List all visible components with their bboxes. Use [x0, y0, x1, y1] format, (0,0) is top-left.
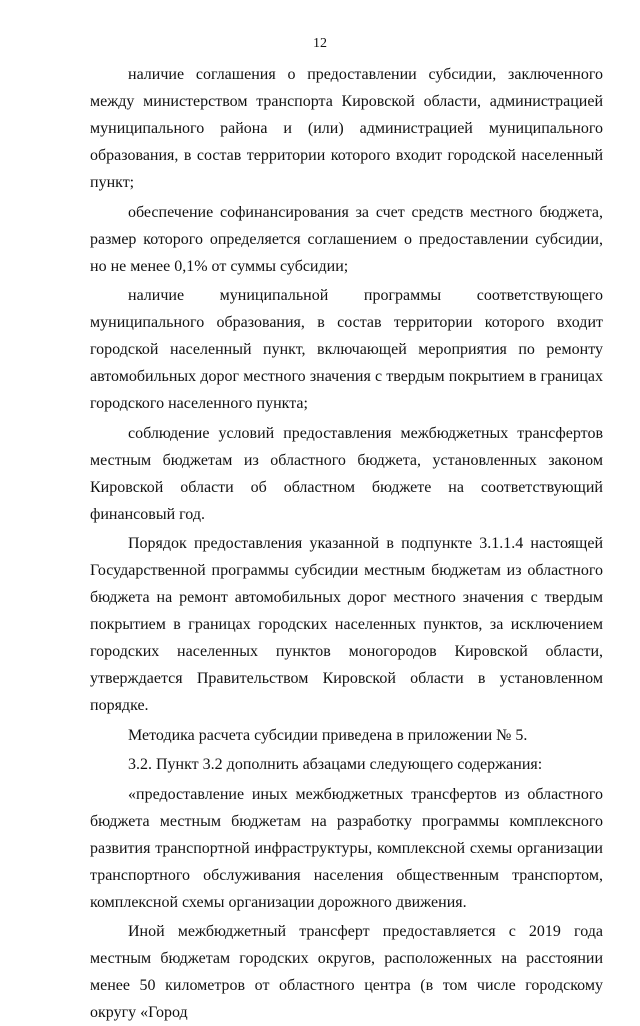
paragraph-subsidy-procedure: Порядок предоставления указанной в подпункте 3.1.1.4 настоящей Государственной программы субсидии местным бюджетам из областного бюджета на ремонт автомобильных дорог местного значения с твердым покрытием в границах городских населенных пунктов, за исключением городских населенных пунктов моногородов Кировской области, утверждается Правительством Кировской области в установленном порядке. [90, 535, 603, 714]
paragraph-other-transfers: «предоставление иных межбюджетных трансфертов из областного бюджета местным бюджетам на разработку программы комплексного развития транспортной инфраструктуры, комплексной схемы организации транспортного обслуживания населения общественным транспортом, комплексной схемы организации дорожного движения. [90, 785, 603, 911]
paragraph-amendment-3-2: 3.2. Пункт 3.2 дополнить абзацами следующего содержания: [128, 756, 543, 773]
paragraph-municipal-program: наличие муниципальной программы соответствующего муниципального образования, в состав территории которого входит городской населенный пункт, включающей мероприятия по ремонту автомобильных дорог местного значения с твердым покрытием в границах городского населенного пункта; [90, 287, 603, 412]
paragraph-cofinancing: обеспечение софинансирования за счет средств местного бюджета, размер которого определяется соглашением о предоставлении субсидии, но не менее 0,1% от суммы субсидии; [90, 203, 603, 275]
paragraph-transfer-conditions: соблюдение условий предоставления межбюджетных трансфертов местным бюджетам из областного бюджета, установленных законом Кировской области об областном бюджете на соответствующий финансовый год. [90, 424, 603, 523]
document-body [90, 61, 603, 1026]
page-number: 12 [313, 36, 327, 51]
paragraph-methodology: Методика расчета субсидии приведена в приложении № 5. [128, 726, 528, 744]
paragraph-agreement: наличие соглашения о предоставлении субсидии, заключенного между министерством транспорта Кировской области, администрацией муниципального района и (или) администрацией муниципального образования, в состав территории которого входит городской населенный пункт; [90, 66, 603, 191]
paragraph-transfer-2019: Иной межбюджетный трансферт предоставляется с 2019 года местным бюджетам городских округов, расположенных на расстоянии менее 50 километров от областного центра (в том числе городскому округу «Город [90, 923, 603, 1021]
